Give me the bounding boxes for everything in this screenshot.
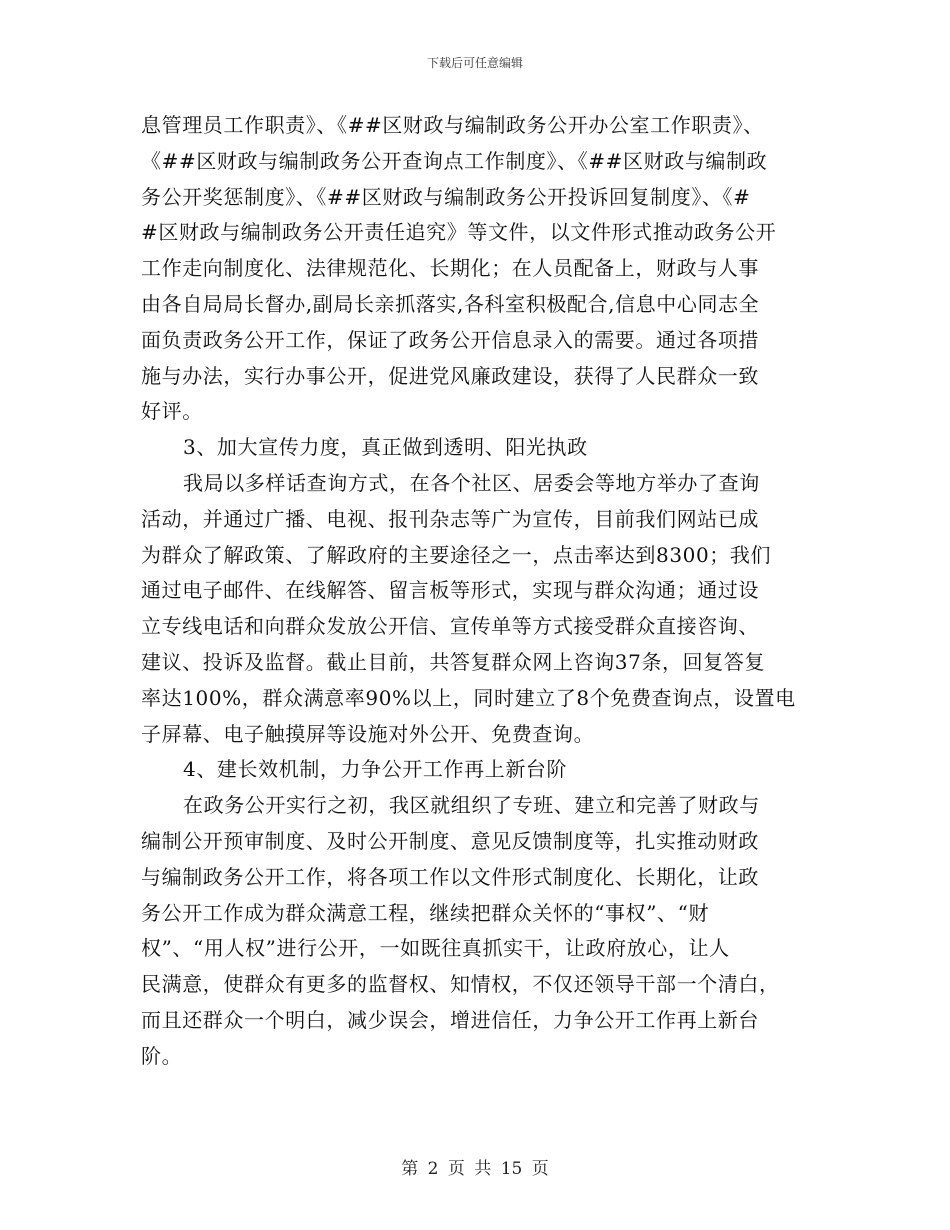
- paragraph-line: 编制公开预审制度、及时公开制度、意见反馈制度等，扎实推动财政: [141, 828, 759, 853]
- paragraph-line: 我局以多样话查询方式，在各个社区、居委会等地方举办了查询: [183, 470, 760, 495]
- paragraph-line: 好评。: [141, 399, 203, 424]
- paragraph-line: 为群众了解政策、了解政府的主要途径之一，点击率达到8300；我们: [141, 542, 772, 567]
- paragraph-line: 工作走向制度化、法律规范化、长期化；在人员配备上，财政与人事: [141, 256, 759, 281]
- paragraph-line: 率达100%，群众满意率90%以上，同时建立了8个免费查询点，设置电: [141, 685, 796, 710]
- paragraph-line: 建议、投诉及监督。截止目前，共答复群众网上咨询37条，回复答复: [141, 649, 766, 674]
- section-heading-3: 3、加大宣传力度，真正做到透明、阳光执政: [183, 435, 588, 460]
- paragraph-line: 《##区财政与编制政务公开查询点工作制度》、《##区财政与编制政: [141, 148, 768, 173]
- paragraph-line: 与编制政务公开工作，将各项工作以文件形式制度化、长期化，让政: [141, 864, 759, 889]
- paragraph-line: 子屏幕、电子触摸屏等设施对外公开、免费查询。: [141, 721, 595, 746]
- page-footer: 第 2 页 共 15 页: [401, 1159, 549, 1179]
- paragraph-line: 活动，并通过广播、电视、报刊杂志等广为宣传，目前我们网站已成: [141, 506, 759, 531]
- paragraph-line: 民满意，使群众有更多的监督权、知情权，不仅还领导干部一个清白，: [141, 972, 780, 997]
- paragraph-line: 息管理员工作职责》、《##区财政与编制政务公开办公室工作职责》、: [141, 113, 764, 137]
- paragraph-line: 而且还群众一个明白，减少误会，增进信任，力争公开工作再上新台: [141, 1007, 759, 1032]
- paragraph-line: 阶。: [141, 1043, 183, 1068]
- paragraph-line: 施与办法，实行办事公开，促进党风廉政建设，获得了人民群众一致: [141, 363, 759, 388]
- paragraph-line: 权”、“用人权”进行公开，一如既往真抓实干，让政府放心，让人: [141, 936, 730, 961]
- paragraph-line: 由各自局局长督办,副局长亲抓落实,各科室积极配合,信息中心同志全: [141, 291, 760, 316]
- paragraph-line: 面负责政务公开工作，保证了政务公开信息录入的需要。通过各项措: [141, 327, 759, 352]
- page-header: 下载后可任意编辑: [426, 56, 523, 70]
- section-heading-4: 4、建长效机制，力争公开工作再上新台阶: [183, 757, 568, 782]
- paragraph-line: 务公开工作成为群众满意工程，继续把群众关怀的“事权”、“财: [141, 900, 710, 925]
- paragraph-line: 通过电子邮件、在线解答、留言板等形式，实现与群众沟通；通过设: [141, 578, 759, 603]
- paragraph-line: 在政务公开实行之初，我区就组织了专班、建立和完善了财政与: [183, 793, 760, 818]
- paragraph-line: 立专线电话和向群众发放公开信、宣传单等方式接受群众直接咨询、: [141, 614, 759, 639]
- paragraph-line: 务公开奖惩制度》、《##区财政与编制政务公开投诉回复制度》、《#: [141, 184, 751, 209]
- body-text: [141, 108, 809, 1075]
- paragraph-line: #区财政与编制政务公开责任追究》等文件，以文件形式推动政务公开: [141, 220, 777, 245]
